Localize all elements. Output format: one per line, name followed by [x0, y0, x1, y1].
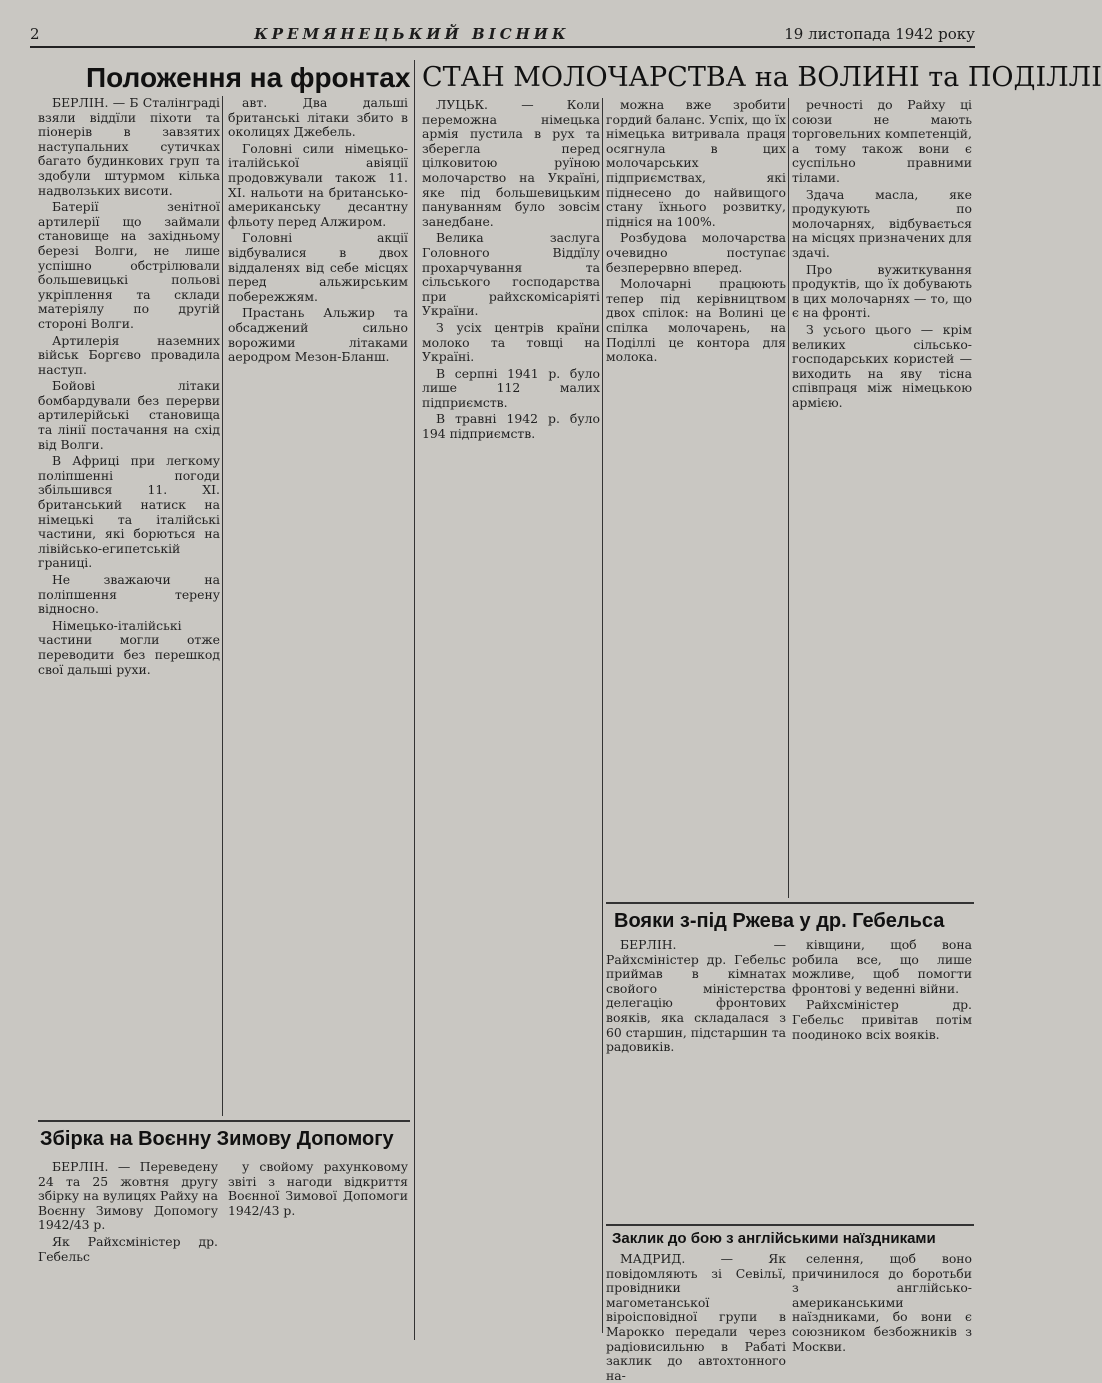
paragraph: В серпні 1941 р. було лише 112 малих підприємств.	[422, 365, 600, 410]
article-winter-aid-col-1	[38, 1160, 218, 1335]
paragraph: Артилерія наземних військ Боргєво провадила наступ.	[38, 332, 220, 377]
paragraph: Бойові літаки бомбардували без перерви артилерійські становища та лінії постачання на схід від Волги.	[38, 378, 220, 452]
article-dairy-col-2	[606, 98, 786, 898]
section-rule	[606, 902, 974, 904]
headline-rzhev: Вояки з-під Ржева у др. Гебельса	[614, 910, 945, 932]
article-winter-aid-col-2	[228, 1160, 408, 1335]
paragraph: ЛУЦЬК. — Коли переможна німецька армія пустила в рух та зберегла перед цілковитою руїною молочарство на Україні, яке під большевицьким пануванням було зовсім занедбане.	[422, 97, 600, 229]
column-rule	[788, 98, 789, 898]
article-fronts-col-2	[228, 96, 408, 1116]
article-fronts-col-1	[38, 96, 220, 1116]
paragraph: Німецько-італійські частини могли отже переводити без перешкод свої дальші рухи.	[38, 617, 220, 677]
paragraph: МАДРИД. — Як повідомляють зі Севільї, провідники магометанської віроісповідної групи в Марокко передали через радіовисильню в Рабаті заклик до автохтонного на-	[606, 1251, 786, 1383]
paragraph: БЕРЛІН. — Б Сталінграді взяли віддїли піхоти та піонерів в завзятих наступальних сутичках багато будинкових груп та здобули штурмом кілька надволзьких висоти.	[38, 95, 220, 198]
headline-fronts: Положення на фронтах	[86, 62, 411, 93]
paragraph: З усіх центрів країни молоко та товщі на Україні.	[422, 319, 600, 365]
section-rule	[606, 1224, 974, 1226]
paragraph: Велика заслуга Головного Віддїлу прохарчування та сільського господарства при райхскомісаріяті України.	[422, 230, 600, 319]
article-dairy-col-3	[792, 98, 972, 898]
section-rule	[38, 1120, 410, 1122]
paragraph: Здача масла, яке продукують по молочарнях, відбувається на місцях призначених для здачі.	[792, 186, 972, 260]
paragraph: Не зважаючи на поліпшення терену відносно.	[38, 572, 220, 617]
page-number: 2	[30, 25, 40, 43]
paragraph: Прастань Альжир та обсаджений сильно ворожими літаками аеродром Мезон-Бланш.	[228, 305, 408, 365]
headline-winter-aid: Збірка на Воєнну Зимову Допомогу	[40, 1128, 394, 1150]
paragraph: В Африці при легкому поліпшенні погоди збільшився 11. ХІ. британський натиск на німецькі та італійські частини, які борються на лівійсько-египетській границі.	[38, 453, 220, 571]
paragraph: Молочарні працюють тепер під керівництвом двох спілок: на Волині це спілка молочарень, на Поділлі це контора для молока.	[606, 276, 786, 365]
article-call-col-1	[606, 1251, 786, 1383]
masthead	[30, 22, 975, 48]
article-rzhev-col-2	[792, 938, 972, 1218]
headline-call-to-fight: Заклик до бою з англійськими наїздниками	[612, 1230, 936, 1247]
newspaper-title: КРЕМЯНЕЦЬКИЙ ВІСНИК	[254, 25, 570, 43]
column-rule	[414, 60, 415, 1340]
paragraph: Райхсміністер др. Гебельс привітав потім поодиноко всіх вояків.	[792, 997, 972, 1042]
paragraph: Головні акції відбувалися в двох віддаленях від себе місцях перед альжирським побережжям.	[228, 230, 408, 304]
paragraph: можна вже зробити гордий баланс. Успіх, що їх німецька витривала праця осягнула в цих молочарських підприємствах, які піднесено до найвищого стану їхнього розвитку, підніся на 100%.	[606, 97, 786, 229]
article-rzhev-col-1	[606, 938, 786, 1218]
paragraph: БЕРЛІН. — Переведену 24 та 25 жовтня другу збірку на вулицях Райху на Воєнну Зимову Допомогу 1942/43 р.	[38, 1159, 218, 1233]
column-rule	[222, 96, 223, 1116]
article-call-col-2	[792, 1251, 972, 1354]
issue-date: 19 листопада 1942 року	[784, 25, 975, 43]
paragraph: Розбудова молочарства очевидно поступає безперервно вперед.	[606, 230, 786, 275]
paragraph: БЕРЛІН. — Райхсміністер др. Гебельс приймав в кімнатах свойого міністерства делегацію фронтових вояків, яка складалася з 60 старшин, підстаршин та радовиків.	[606, 937, 786, 1055]
paragraph: у свойому рахунковому звіті з нагоди відкриття Воєнної Зимової Допомоги 1942/43 р.	[228, 1159, 408, 1218]
article-dairy-col-1	[422, 98, 600, 1333]
paragraph: Як Райхсміністер др. Гебельс	[38, 1233, 218, 1264]
paragraph: речності до Райху ці союзи не мають торговельних компетенцій, а тому також вони є суспільно правними тілами.	[792, 97, 972, 185]
paragraph: селення, щоб воно причинилося до боротьби з англійсько-американськими наїздниками, бо вони є союзником безбожників з Москви.	[792, 1251, 972, 1354]
headline-dairy: СТАН МОЛОЧАРСТВА на ВОЛИНІ та ПОДІЛЛІ	[422, 62, 1102, 93]
paragraph: Батерії зенітної артилерії що займали становище на західньому березі Волги, не лише успішно обстрілювали большевицькі польові укріплення та склади матеріялу по другій стороні Волги.	[38, 199, 220, 331]
paragraph: авт. Два дальші британські літаки збито в околицях Джебель.	[228, 95, 408, 140]
column-rule	[602, 98, 603, 1333]
paragraph: В травні 1942 р. було 194 підприємств.	[422, 411, 600, 442]
paragraph: ківщини, щоб вона робила все, що лише можливе, щоб помогти фронтові у веденні війни.	[792, 937, 972, 996]
paragraph: Про вужиткування продуктів, що їх добувають в цих молочарнях — то, що є на фронті.	[792, 261, 972, 321]
paragraph: Головні сили німецько-італійської авіяції продовжували також 11. ХІ. нальоти на британсько-американську десантну фльоту перед Алжиром.	[228, 140, 408, 229]
paragraph: З усього цього — крім великих сільсько-господарських користей — виходить на яву тісна співпраця між німецькою армією.	[792, 321, 972, 410]
